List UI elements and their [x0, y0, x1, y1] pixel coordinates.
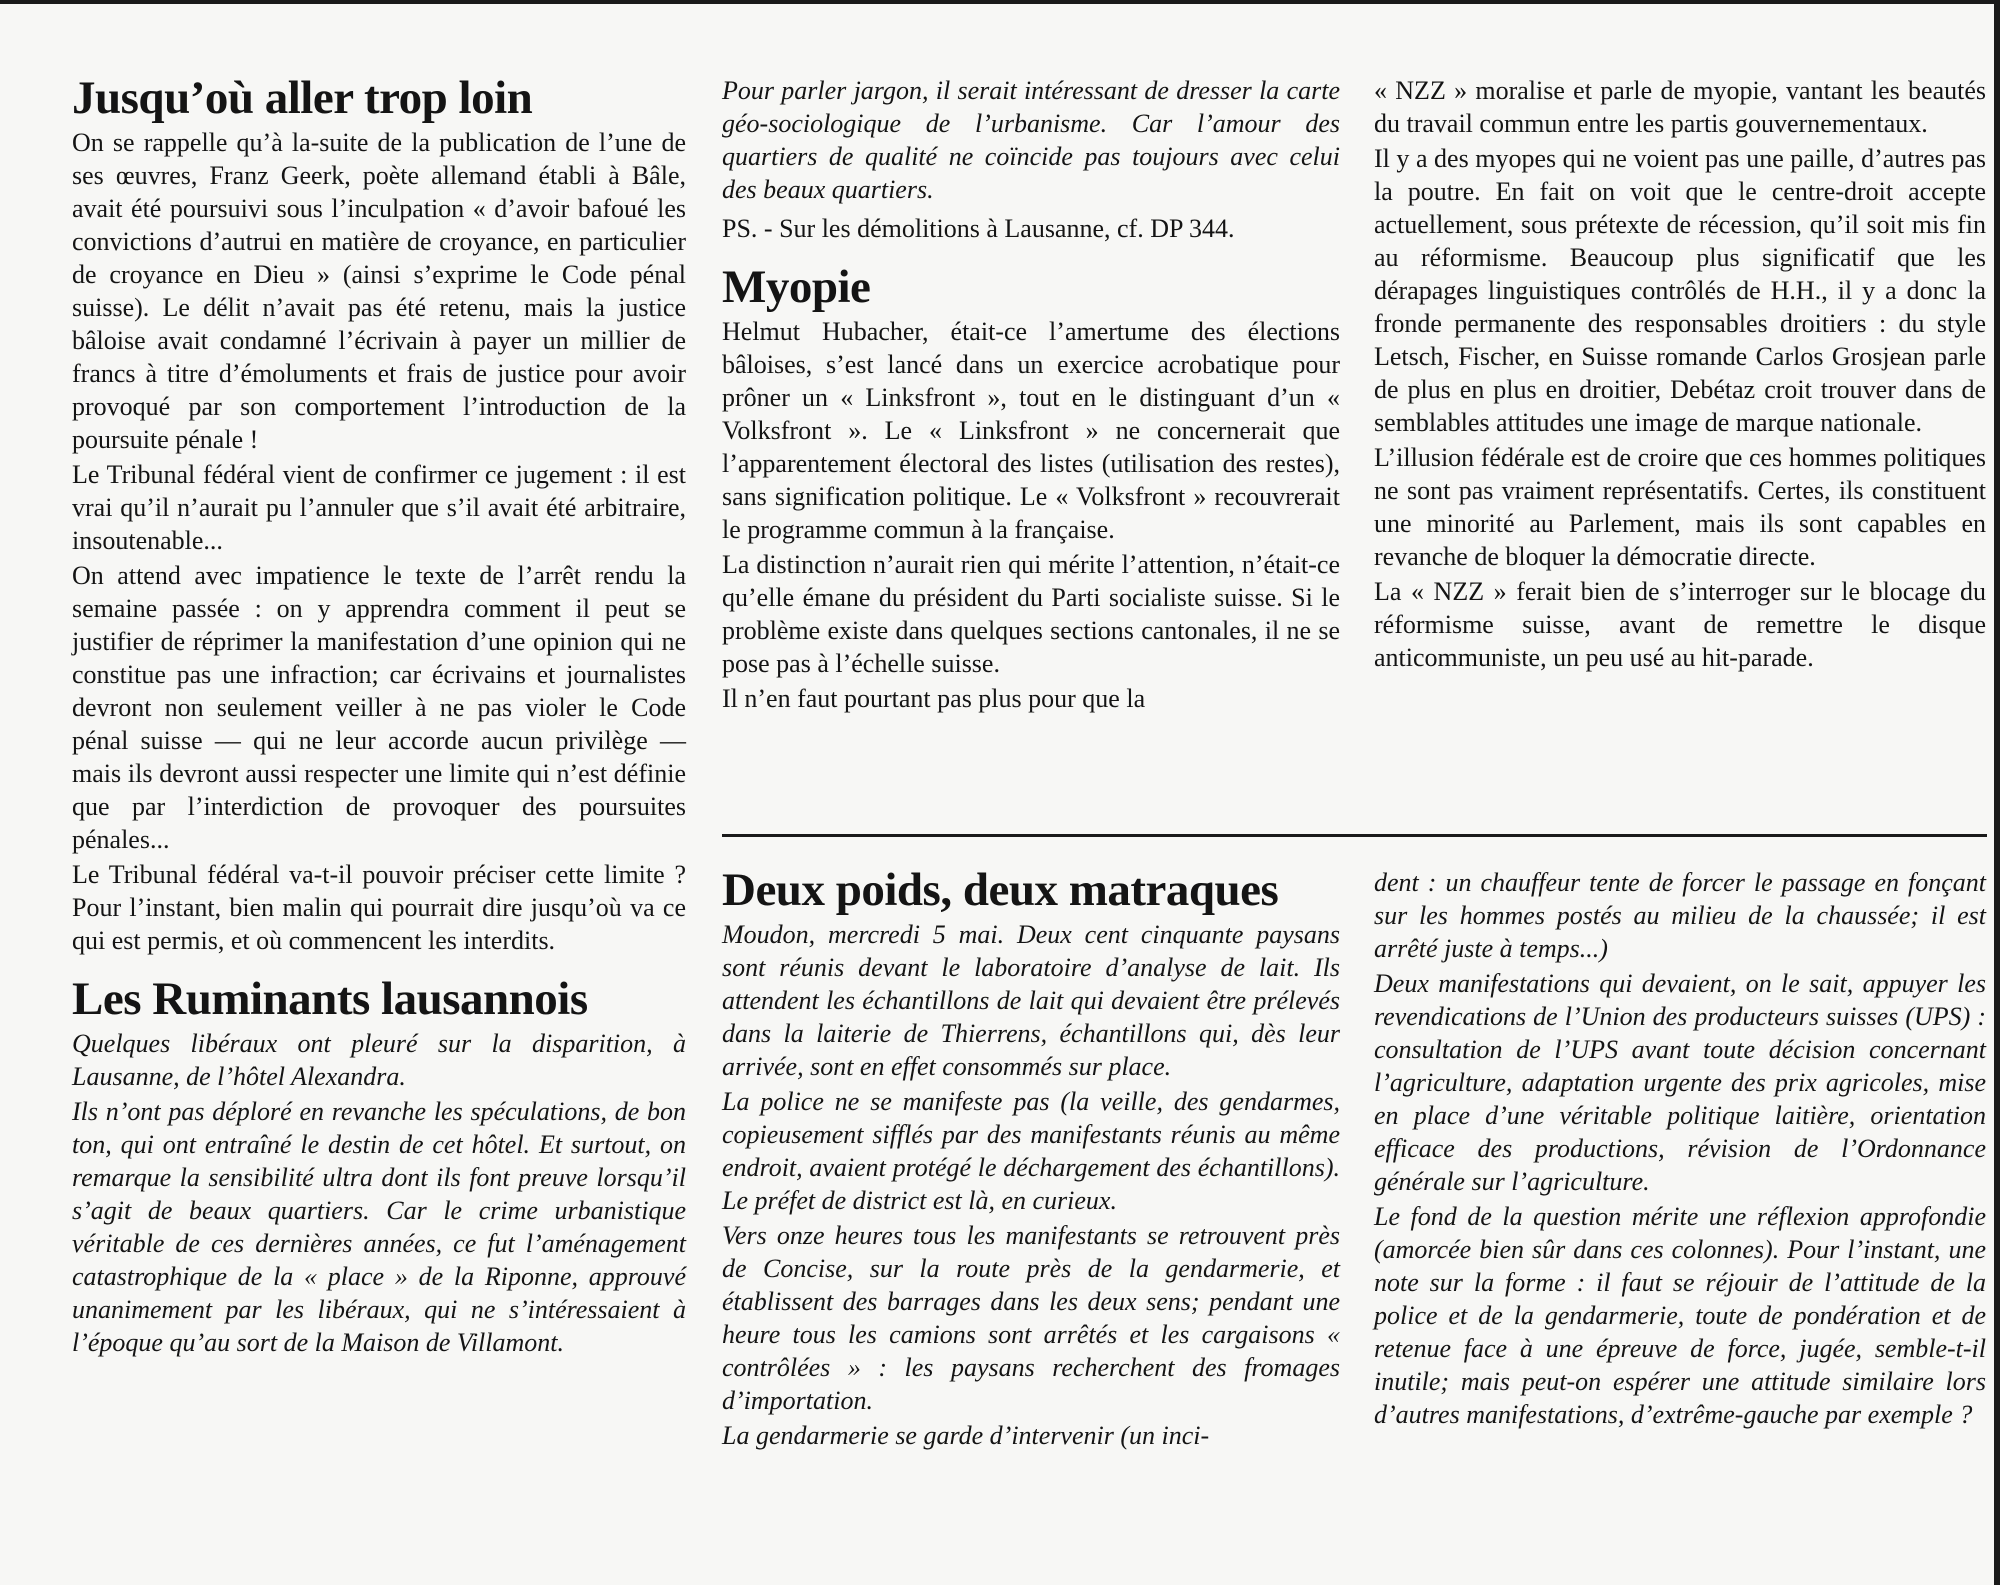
article3-paragraph: La « NZZ » ferait bien de s’interroger sur le blocage du réformisme suisse, avant de remettre le disque anticommuniste, un peu usé au hit-parade. — [1374, 577, 1986, 672]
article3-paragraph: Il n’en faut pourtant pas plus pour que la — [722, 684, 1146, 713]
article2-paragraph: Pour parler jargon, il serait intéressant de dresser la carte géo-sociologique de l’urbanisme. Car l’amour des quartiers de qualité ne coïncide pas toujours avec celui des beaux quartiers. — [722, 76, 1340, 204]
column-left — [72, 70, 686, 1361]
article3-paragraph: L’illusion fédérale est de croire que ces hommes politiques ne sont pas vraiment représentatifs. Certes, ils constituent une minorité au Parlement, mais ils sont capables en revanche de bloquer la démocratie directe. — [1374, 443, 1986, 571]
top-border-rule — [0, 0, 2000, 4]
article2-paragraph: Ils n’ont pas déploré en revanche les spéculations, de bon ton, qui ont entraîné le destin de cet hôtel. Et surtout, on remarque la sensibilité ultra dont ils font preuve lorsqu’il s’agit de beaux quartiers. Car le crime urbanistique véritable de ces dernières années, ce fut l’aménagement catastrophique de la « place » de la Riponne, approuvé unanimement par les libéraux, qui ne s’intéressaient à l’époque qu’au sort de la Maison de Villamont. — [72, 1097, 686, 1357]
column-right-bottom — [1374, 866, 1986, 1433]
article4-paragraph: Le fond de la question mérite une réflexion approfondie (amorcée bien sûr dans ces colonnes). Pour l’instant, une note sur la forme : il faut se réjouir de l’attitude de la police et de la gendarmerie, toute de pondération et de retenue face à une épreuve de force, jugée, semble-t-il inutile; mais peut-on espérer une attitude similaire lors d’autres manifestations, d’extrême-gauche par exemple ? — [1374, 1202, 1986, 1429]
headline-myopie: Myopie — [722, 261, 871, 313]
article3-paragraph: « NZZ » moralise et parle de myopie, vantant les beautés du travail commun entre les partis gouvernementaux. — [1374, 76, 1986, 138]
article1-paragraph: On se rappelle qu’à la-suite de la publication de l’une de ses œuvres, Franz Geerk, poète allemand établi à Bâle, avait été poursuivi sous l’inculpation « d’avoir bafoué les convictions d’autrui en matière de croyance, en particulier de croyance en Dieu » (ainsi s’exprime le Code pénal suisse). Le délit n’avait pas été retenu, mais la justice bâloise avait condamné l’écrivain à payer un millier de francs à titre d’émoluments et frais de justice pour avoir provoqué par son comportement l’introduction de la poursuite pénale ! — [72, 128, 686, 454]
article4-paragraph: dent : un chauffeur tente de forcer le passage en fonçant sur les hommes postés au milieu de la chaussée; il est arrêté juste à temps...) — [1374, 868, 1986, 963]
section-divider-rule — [722, 834, 1987, 837]
article1-paragraph: Le Tribunal fédéral va-t-il pouvoir préciser cette limite ? Pour l’instant, bien malin qui pourrait dire jusqu’où va ce qui est permis, et où commencent les interdits. — [72, 860, 686, 955]
article2-postscript: PS. - Sur les démolitions à Lausanne, cf. DP 344. — [722, 214, 1235, 243]
article4-paragraph: Moudon, mercredi 5 mai. Deux cent cinquante paysans sont réunis devant le laboratoire d’analyse de lait. Ils attendent les échantillons de lait qui devaient être prélevés dans la laiterie de Thierrens, échantillons qui, dès leur arrivée, sont en effet consommés sur place. — [722, 920, 1340, 1081]
headline-deux-poids: Deux poids, deux matraques — [722, 864, 1279, 916]
article2-paragraph: Quelques libéraux ont pleuré sur la disparition, à Lausanne, de l’hôtel Alexandra. — [72, 1029, 686, 1091]
article4-paragraph: Deux manifestations qui devaient, on le sait, appuyer les revendications de l’Union des producteurs suisses (UPS) : consultation de l’UPS avant toute décision concernant l’agriculture, adaptation urgente des prix agricoles, mise en place d’une véritable politique laitière, orientation efficace des productions, révision de l’Ordonnance générale sur l’agriculture. — [1374, 969, 1986, 1196]
column-middle-top — [722, 74, 1340, 717]
right-border-rule — [1994, 0, 2000, 1585]
article4-paragraph: La gendarmerie se garde d’intervenir (un inci- — [722, 1421, 1210, 1450]
article1-paragraph: On attend avec impatience le texte de l’arrêt rendu la semaine passée : on y apprendra comment il peut se justifier de réprimer la manifestation d’une opinion qui ne constitue pas une infraction; car écrivains et journalistes devront non seulement veiller à ne pas violer le Code pénal suisse — qui ne leur accorde aucun privilège — mais ils devront aussi respecter une limite qui n’est définie que par l’interdiction de provoquer des poursuites pénales... — [72, 561, 686, 854]
article4-paragraph: Vers onze heures tous les manifestants se retrouvent près de Concise, sur la route près de la gendarmerie, et établissent des barrages dans les deux sens; pendant une heure tous les camions sont arrêtés et les cargaisons « contrôlées » : les paysans recherchent des fromages d’importation. — [722, 1221, 1340, 1415]
headline-ruminants: Les Ruminants lausannois — [72, 973, 588, 1025]
article3-paragraph: Helmut Hubacher, était-ce l’amertume des élections bâloises, s’est lancé dans un exercice acrobatique pour prôner un « Linksfront », tout en le distinguant d’un « Volksfront ». Le « Linksfront » ne concernerait que l’apparentement électoral des listes (utilisation des restes), sans signification politique. Le « Volksfront » recouvrerait le programme commun à la française. — [722, 317, 1340, 544]
article4-paragraph: La police ne se manifeste pas (la veille, des gendarmes, copieusement sifflés par des manifestants réunis au même endroit, avaient protégé le déchargement des échantillons). Le préfet de district est là, en curieux. — [722, 1087, 1340, 1215]
headline-jusquou: Jusqu’où aller trop loin — [72, 72, 533, 124]
article1-paragraph: Le Tribunal fédéral vient de confirmer ce jugement : il est vrai qu’il n’aurait pu l’annuler que s’il avait été arbitraire, insoutenable... — [72, 460, 686, 555]
column-right-top — [1374, 74, 1986, 676]
article3-paragraph: Il y a des myopes qui ne voient pas une paille, d’autres pas la poutre. En fait on voit que le centre-droit accepte actuellement, sous prétexte de récession, qu’il soit mis fin au réformisme. Beaucoup plus significatif que les dérapages linguistiques contrôlés de H.H., il y a donc la fronde permanente des responsables droitiers : du style Letsch, Fischer, en Suisse romande Carlos Grosjean parle de plus en plus en droitier, Debétaz croit trouver dans de semblables attitudes une image de marque nationale. — [1374, 144, 1986, 437]
column-middle-bottom — [722, 862, 1340, 1454]
article3-paragraph: La distinction n’aurait rien qui mérite l’attention, n’était-ce qu’elle émane du président du Parti socialiste suisse. Si le problème existe dans quelques sections cantonales, il ne se pose pas à l’échelle suisse. — [722, 550, 1340, 678]
